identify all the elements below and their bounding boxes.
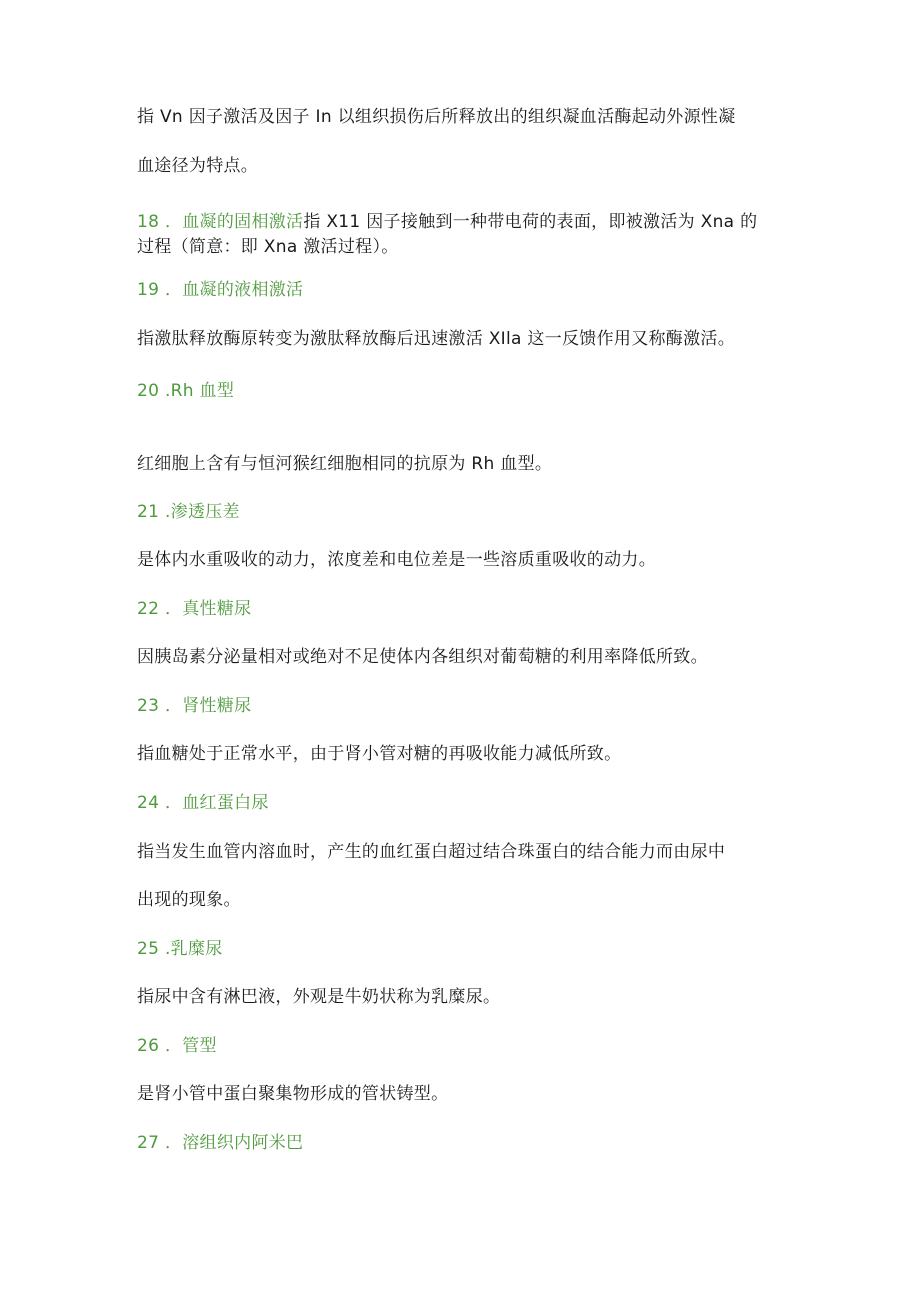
term-heading-24 xyxy=(137,792,269,814)
paragraph-line: 指激肽释放酶原转变为激肽释放酶后迅速激活 XIla 这一反馈作用又称酶激活。 xyxy=(137,329,736,349)
term-title: .乳糜尿 xyxy=(164,939,223,959)
paragraph-line: 指 Vn 因子激活及因子 In 以组织损伤后所释放出的组织凝血活酶起动外源性凝 xyxy=(137,107,736,127)
term-definition: 指 X11 因子接触到一种带电荷的表面，即被激活为 Xna 的 xyxy=(303,212,758,232)
paragraph-line: 是体内水重吸收的动力，浓度差和电位差是一些溶质重吸收的动力。 xyxy=(137,550,656,570)
term-number: 21 xyxy=(137,502,160,522)
paragraph-line: 指当发生血管内溶血时，产生的血红蛋白超过结合珠蛋白的结合能力而由尿中 xyxy=(137,842,726,862)
term-title: ．血红蛋白尿 xyxy=(164,793,269,813)
paragraph-line: 是肾小管中蛋白聚集物形成的管状铸型。 xyxy=(137,1084,449,1104)
term-heading-27 xyxy=(137,1132,303,1154)
term-number: 23 xyxy=(137,696,160,716)
term-heading-20 xyxy=(137,380,234,402)
term-title: ．血凝的固相激活 xyxy=(164,212,304,232)
paragraph-line: 指尿中含有淋巴液，外观是牛奶状称为乳糜尿。 xyxy=(137,987,501,1007)
paragraph-line: 出现的现象。 xyxy=(137,890,241,910)
term-heading-21 xyxy=(137,501,240,523)
term-number: 26 xyxy=(137,1036,160,1056)
term-title: .渗透压差 xyxy=(164,502,240,522)
paragraph-line: 过程（简意：即 Xna 激活过程）。 xyxy=(137,237,399,257)
term-title: ．真性糖尿 xyxy=(164,599,252,619)
term-title: .Rh 血型 xyxy=(164,381,235,401)
term-heading-25 xyxy=(137,938,223,960)
paragraph-line: 指血糖处于正常水平，由于肾小管对糖的再吸收能力减低所致。 xyxy=(137,744,622,764)
term-heading-23 xyxy=(137,695,251,717)
term-heading-26 xyxy=(137,1035,217,1057)
term-heading-19 xyxy=(137,279,303,301)
term-number: 27 xyxy=(137,1133,160,1153)
term-number: 25 xyxy=(137,939,160,959)
term-number: 24 xyxy=(137,793,160,813)
term-title: ．管型 xyxy=(164,1036,217,1056)
term-number: 22 xyxy=(137,599,160,619)
paragraph-line: 血途径为特点。 xyxy=(137,156,259,176)
term-title: ．血凝的液相激活 xyxy=(164,280,304,300)
term-heading-18 xyxy=(137,211,757,233)
term-number: 19 xyxy=(137,280,160,300)
term-title: ．肾性糖尿 xyxy=(164,696,252,716)
paragraph-line: 红细胞上含有与恒河猴红细胞相同的抗原为 Rh 血型。 xyxy=(137,454,553,474)
term-number: 18 xyxy=(137,212,160,232)
paragraph-line: 因胰岛素分泌量相对或绝对不足使体内各组织对葡萄糖的利用率降低所致。 xyxy=(137,647,708,667)
term-number: 20 xyxy=(137,381,160,401)
term-heading-22 xyxy=(137,598,251,620)
term-title: ．溶组织内阿米巴 xyxy=(164,1133,304,1153)
